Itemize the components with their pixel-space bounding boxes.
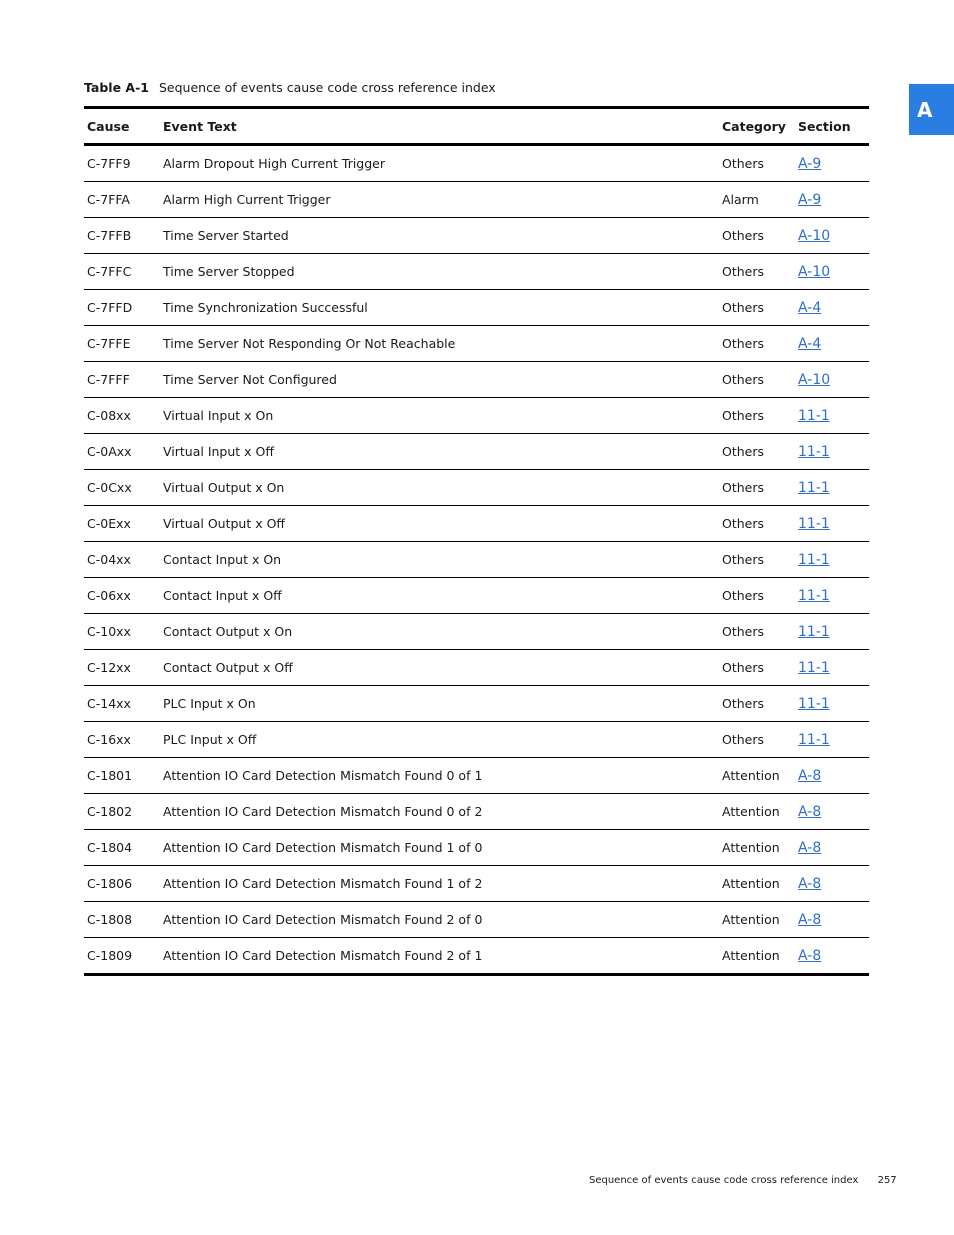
category-cell: Others	[722, 300, 765, 315]
event-text-cell: Virtual Output x On	[163, 480, 285, 495]
cause-cell: C-1806	[87, 876, 133, 891]
section-cell	[798, 876, 869, 892]
table-row	[84, 434, 869, 470]
section-cell	[798, 516, 869, 532]
cause-cell: C-1809	[87, 948, 133, 963]
event-text-cell: Time Synchronization Successful	[163, 300, 368, 315]
appendix-tab-marker: A	[909, 84, 954, 135]
cause-cell: C-14xx	[87, 696, 131, 711]
cause-cell: C-7FFA	[87, 192, 130, 207]
category-cell: Others	[722, 372, 765, 387]
table-row	[84, 686, 869, 722]
section-link[interactable]: A-8	[798, 839, 822, 856]
section-link[interactable]: 11-1	[798, 551, 830, 568]
section-cell	[798, 264, 869, 280]
table-row	[84, 650, 869, 686]
section-cell	[798, 588, 869, 604]
section-link[interactable]: A-8	[798, 803, 822, 820]
header-cause: Cause	[87, 118, 130, 134]
event-text-cell: Time Server Not Responding Or Not Reachable	[163, 336, 456, 351]
table-caption	[84, 80, 496, 95]
cause-cell: C-1808	[87, 912, 133, 927]
section-cell	[798, 912, 869, 928]
event-text-cell: Attention IO Card Detection Mismatch Found 0 of 1	[163, 768, 483, 783]
cause-cell: C-08xx	[87, 408, 131, 423]
section-cell	[798, 192, 869, 208]
category-cell: Others	[722, 156, 765, 171]
event-text-cell: Virtual Input x On	[163, 408, 274, 423]
category-cell: Others	[722, 624, 765, 639]
event-text-cell: Alarm High Current Trigger	[163, 192, 331, 207]
table-caption-text: Sequence of events cause code cross reference index	[158, 80, 496, 95]
section-link[interactable]: 11-1	[798, 695, 830, 712]
section-cell	[798, 624, 869, 640]
category-cell: Others	[722, 228, 765, 243]
category-cell: Attention	[722, 804, 780, 819]
section-cell	[798, 336, 869, 352]
section-link[interactable]: A-8	[798, 947, 822, 964]
cause-cell: C-12xx	[87, 660, 131, 675]
cause-cell: C-1804	[87, 840, 133, 855]
category-cell: Others	[722, 696, 765, 711]
table-header-row	[84, 109, 869, 146]
section-cell	[798, 444, 869, 460]
cause-cell: C-7FFF	[87, 372, 130, 387]
event-text-cell: Virtual Output x Off	[163, 516, 286, 531]
event-text-cell: Attention IO Card Detection Mismatch Found 1 of 0	[163, 840, 483, 855]
event-text-cell: Time Server Not Configured	[163, 372, 337, 387]
table-row	[84, 578, 869, 614]
category-cell: Others	[722, 732, 765, 747]
event-text-cell: Contact Input x On	[163, 552, 282, 567]
section-link[interactable]: 11-1	[798, 443, 830, 460]
cause-cell: C-1802	[87, 804, 133, 819]
header-section: Section	[798, 118, 851, 134]
table-row	[84, 722, 869, 758]
table-row	[84, 398, 869, 434]
table-row	[84, 758, 869, 794]
section-cell	[798, 660, 869, 676]
cause-cell: C-7FF9	[87, 156, 131, 171]
event-text-cell: Contact Input x Off	[163, 588, 282, 603]
table-row	[84, 830, 869, 866]
section-link[interactable]: A-10	[798, 227, 831, 244]
event-text-cell: PLC Input x Off	[163, 732, 257, 747]
section-link[interactable]: A-9	[798, 155, 822, 172]
table-row	[84, 794, 869, 830]
section-cell	[798, 480, 869, 496]
event-text-cell: Attention IO Card Detection Mismatch Found 2 of 1	[163, 948, 483, 963]
table-row	[84, 254, 869, 290]
cause-cell: C-7FFC	[87, 264, 132, 279]
table-row	[84, 470, 869, 506]
cross-reference-table	[84, 106, 869, 976]
cause-cell: C-1801	[87, 768, 133, 783]
event-text-cell: Attention IO Card Detection Mismatch Found 2 of 0	[163, 912, 483, 927]
section-link[interactable]: 11-1	[798, 659, 830, 676]
table-row	[84, 290, 869, 326]
category-cell: Others	[722, 408, 765, 423]
section-link[interactable]: A-8	[798, 875, 822, 892]
table-row	[84, 506, 869, 542]
section-link[interactable]: 11-1	[798, 407, 830, 424]
table-row	[84, 866, 869, 902]
category-cell: Attention	[722, 768, 780, 783]
section-link[interactable]: A-8	[798, 911, 822, 928]
cause-cell: C-0Exx	[87, 516, 131, 531]
section-link[interactable]: 11-1	[798, 587, 830, 604]
table-row	[84, 902, 869, 938]
table-row	[84, 146, 869, 182]
category-cell: Attention	[722, 948, 780, 963]
table-row	[84, 938, 869, 973]
cause-cell: C-0Axx	[87, 444, 132, 459]
section-cell	[798, 948, 869, 964]
cause-cell: C-06xx	[87, 588, 131, 603]
table-row	[84, 362, 869, 398]
event-text-cell: Time Server Stopped	[163, 264, 295, 279]
page-footer	[589, 1175, 897, 1186]
cause-cell: C-0Cxx	[87, 480, 132, 495]
category-cell: Others	[722, 660, 765, 675]
category-cell: Attention	[722, 912, 780, 927]
section-cell	[798, 696, 869, 712]
category-cell: Others	[722, 552, 765, 567]
section-cell	[798, 840, 869, 856]
section-cell	[798, 732, 869, 748]
category-cell: Alarm	[722, 192, 759, 207]
cause-cell: C-7FFB	[87, 228, 132, 243]
section-cell	[798, 300, 869, 316]
section-cell	[798, 156, 869, 172]
cause-cell: C-16xx	[87, 732, 131, 747]
category-cell: Others	[722, 264, 765, 279]
category-cell: Attention	[722, 876, 780, 891]
table-row	[84, 614, 869, 650]
event-text-cell: Virtual Input x Off	[163, 444, 274, 459]
cause-cell: C-10xx	[87, 624, 131, 639]
section-link[interactable]: 11-1	[798, 479, 830, 496]
event-text-cell: Contact Output x Off	[163, 660, 293, 675]
event-text-cell: Attention IO Card Detection Mismatch Found 1 of 2	[163, 876, 483, 891]
section-link[interactable]: A-4	[798, 335, 822, 352]
category-cell: Attention	[722, 840, 780, 855]
category-cell: Others	[722, 516, 765, 531]
category-cell: Others	[722, 444, 765, 459]
table-row	[84, 542, 869, 578]
category-cell: Others	[722, 588, 765, 603]
table-caption-label: Table A-1	[84, 80, 149, 95]
event-text-cell: Alarm Dropout High Current Trigger	[163, 156, 386, 171]
header-category: Category	[722, 118, 786, 134]
event-text-cell: Attention IO Card Detection Mismatch Found 0 of 2	[163, 804, 483, 819]
header-event-text: Event Text	[163, 118, 237, 134]
table-row	[84, 218, 869, 254]
section-cell	[798, 408, 869, 424]
cause-cell: C-04xx	[87, 552, 131, 567]
table-row	[84, 326, 869, 362]
section-cell	[798, 228, 869, 244]
event-text-cell: Time Server Started	[163, 228, 289, 243]
section-link[interactable]: A-10	[798, 371, 831, 388]
footer-title: Sequence of events cause code cross reference index	[589, 1175, 859, 1186]
page-number: 257	[877, 1175, 897, 1186]
section-cell	[798, 804, 869, 820]
section-link[interactable]: A-9	[798, 191, 822, 208]
section-link[interactable]: 11-1	[798, 623, 830, 640]
section-cell	[798, 768, 869, 784]
event-text-cell: Contact Output x On	[163, 624, 293, 639]
cause-cell: C-7FFE	[87, 336, 131, 351]
section-cell	[798, 552, 869, 568]
category-cell: Others	[722, 480, 765, 495]
section-link[interactable]: A-10	[798, 263, 831, 280]
section-link[interactable]: 11-1	[798, 731, 830, 748]
section-link[interactable]: A-8	[798, 767, 822, 784]
section-cell	[798, 372, 869, 388]
table-row	[84, 182, 869, 218]
cause-cell: C-7FFD	[87, 300, 133, 315]
section-link[interactable]: 11-1	[798, 515, 830, 532]
section-link[interactable]: A-4	[798, 299, 822, 316]
event-text-cell: PLC Input x On	[163, 696, 256, 711]
category-cell: Others	[722, 336, 765, 351]
